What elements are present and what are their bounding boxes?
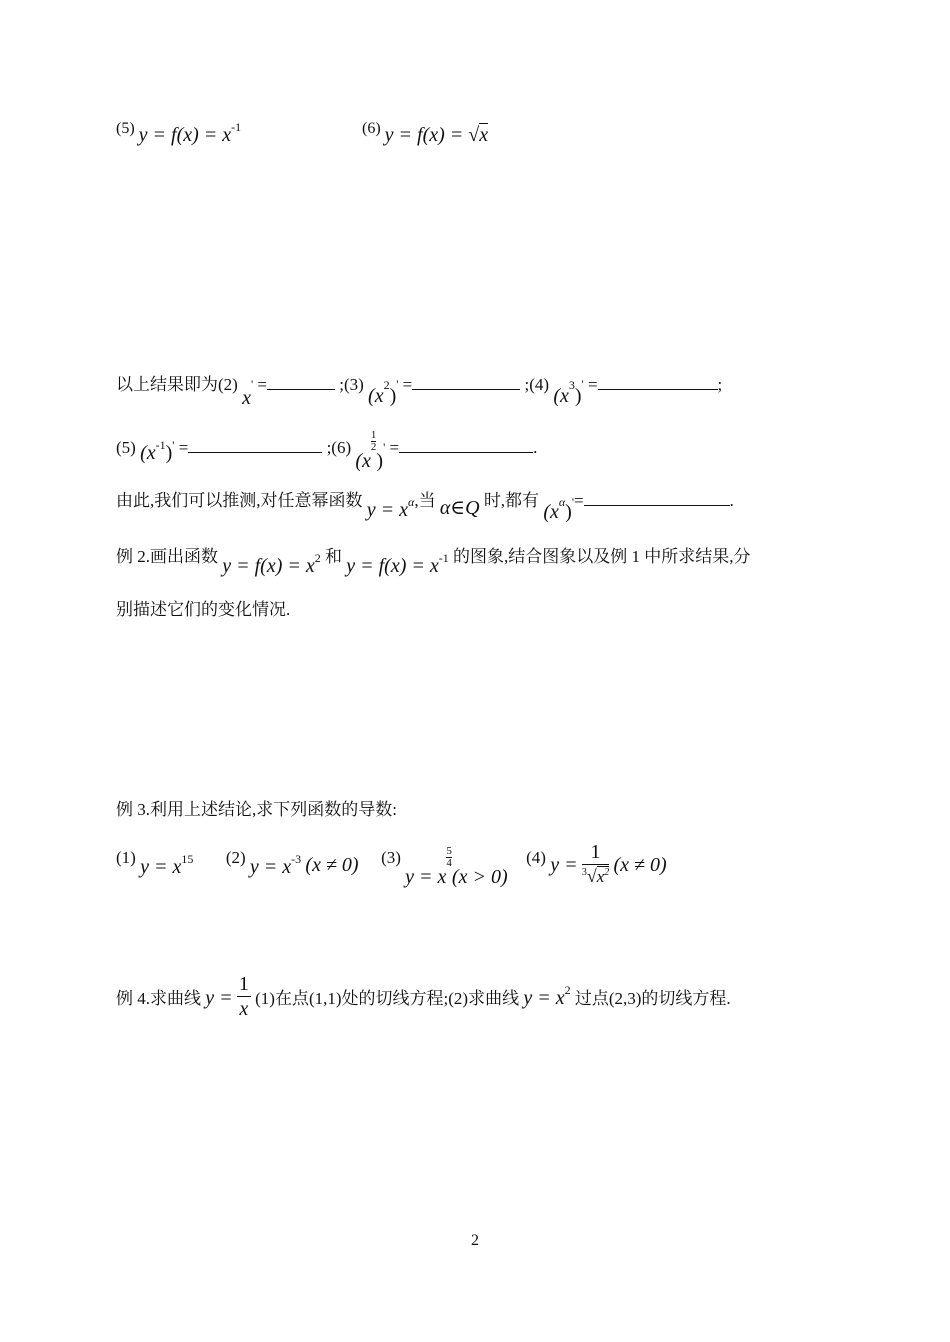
conjecture-text-2: ,当 [414,491,436,510]
example-2-f1: y = f(x) = x [222,555,315,577]
p3-equation: y = x [405,866,447,888]
item-6-equation: y = f(x) = [384,124,469,146]
end-period: . [729,491,734,510]
example-4-eq2: y = x [523,987,565,1009]
prime-mark: ' [571,495,575,509]
p4-label: (4) [526,848,546,867]
end-period: . [533,438,538,457]
equals: = [389,438,400,457]
sep-6: ;(6) [326,438,352,457]
example-2-line-2: 别描述它们的变化情况. [116,600,291,619]
sep-3: ;(3) [339,375,364,394]
equals: = [402,375,413,394]
result-4-exp: 3 [568,378,575,392]
example-2-line-1 [116,542,751,577]
conjecture-line [116,486,734,523]
p4-condition: (x ≠ 0) [613,854,667,876]
item-5 [116,116,242,146]
result-4-base: (x [553,385,569,407]
p1-exp: 15 [181,852,194,866]
blank-2[interactable] [267,375,335,390]
p3-label: (3) [381,848,401,867]
result-5-base: (x [140,442,156,464]
item-5-equation: y = f(x) = x [138,124,232,146]
exp-den: 2 [370,441,377,453]
close-paren: ) [574,385,582,407]
example-2-and: 和 [325,547,342,566]
equals: = [574,491,584,510]
sqrt-symbol: √ [468,124,480,146]
item-5-exponent: -1 [231,120,242,134]
conj-alpha: α [558,495,566,509]
result-5-label: (5) [116,438,136,457]
example-4-text-b: (1)在点(1,1)处的切线方程;(2)求曲线 [255,989,520,1008]
radicand [597,866,610,886]
example-2-f2-exp: -1 [438,551,449,565]
equals: = [587,375,598,394]
close-paren: ) [389,385,397,407]
result-5-exp: -1 [155,438,166,452]
conjecture-text-1: 由此,我们可以推测,对任意幂函数 [116,491,363,510]
sep-4: ;(4) [524,375,550,394]
blank-6[interactable] [399,438,533,453]
example-3-title: 例 3.利用上述结论,求下列函数的导数: [116,800,397,819]
close-paren: ) [165,442,173,464]
example-3-problems [116,841,667,897]
page-number: 2 [471,1232,479,1249]
conjecture-text-3: 时,都有 [483,491,540,510]
p1-label: (1) [116,848,136,867]
equals: = [257,375,267,394]
example-2-f1-exp: 2 [314,551,321,565]
result-3-base: (x [368,385,384,407]
exp-num: 1 [370,429,377,441]
radicand-exp: 2 [604,867,610,878]
p2-equation: y = x [249,856,292,878]
radicand-base: x [596,867,605,886]
example-2-intro: 例 2.画出函数 [116,547,218,566]
prime-mark: ' [581,377,584,391]
blank-4[interactable] [598,375,718,390]
item-5-label: (5) [116,120,135,137]
item-6-label: (6) [362,120,381,137]
blank-5[interactable] [188,438,322,453]
p3-condition: (x > 0) [451,866,508,888]
prime-mark: ' [383,440,386,454]
example-2-f2: y = f(x) = x [346,555,439,577]
p4-fraction [582,840,609,891]
results-line-1 [116,370,723,409]
power-function: y = x [366,499,408,521]
result-3-exp: 2 [383,378,390,392]
example-4-eq1: y = [205,987,233,1009]
fraction-numerator: 1 [238,973,249,995]
prime-mark: ' [396,377,399,391]
p4-equation: y = [550,854,578,876]
p1-equation: y = x [140,856,182,878]
item-6 [362,116,489,146]
close-paren: ) [376,450,384,472]
p2-label: (2) [225,848,246,867]
result-2-expr: x [242,387,251,409]
end-semicolon: ; [717,375,723,394]
alpha-condition: α∈Q [439,497,480,519]
alpha-exp: α [408,495,415,509]
example-2-rest: 的图象,结合图象以及例 1 中所求结果,分 [453,547,751,566]
blank-3[interactable] [412,375,520,390]
root-index: 3 [581,867,587,878]
example-4-text-c: 过点(2,3)的切线方程. [574,989,731,1008]
prime-mark: ' [172,438,175,452]
result-6-base: (x [355,450,371,472]
p4-numerator: 1 [582,840,609,865]
results-line-2 [116,429,538,472]
results-intro: 以上结果即为(2) [116,375,238,394]
conj-base: (x [543,501,559,523]
example-4-eq2-exp: 2 [564,983,571,997]
blank-conjecture[interactable] [584,491,730,506]
item-6-radicand: x [479,124,489,146]
example-4-intro: 例 4.求曲线 [116,989,201,1008]
p2-exp: -3 [291,852,302,866]
prime-mark: ' [250,377,254,391]
equals: = [178,438,189,457]
fraction-denominator: x [239,998,249,1020]
exp-den: 4 [446,857,452,869]
example-4-line [116,972,731,1021]
close-paren: ) [565,501,572,523]
p4-denominator [582,865,609,891]
cube-root-icon: √ [586,866,597,886]
exp-num: 5 [446,845,452,857]
p2-condition: (x ≠ 0) [305,854,359,876]
example-4-fraction [237,972,251,1021]
